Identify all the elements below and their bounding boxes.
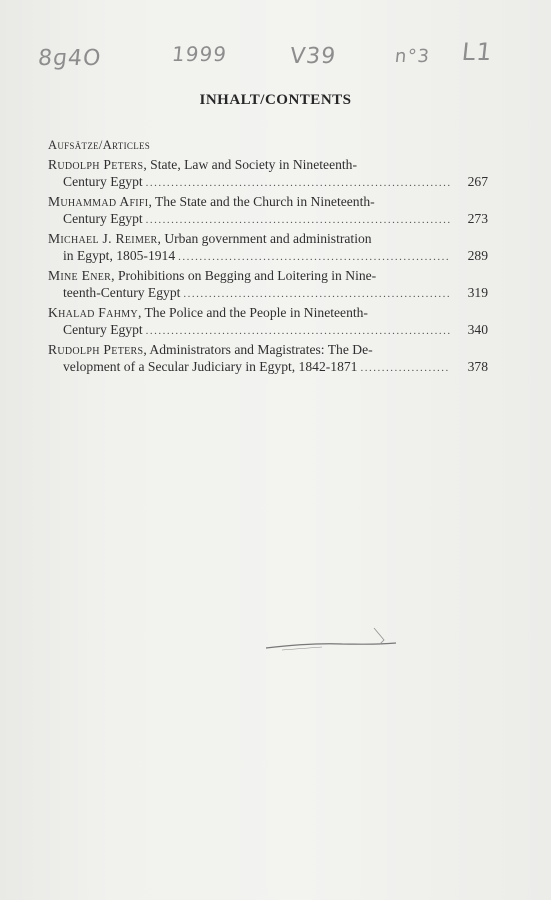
entry-second-line (48, 321, 488, 340)
entry-page-number: 267 (467, 174, 488, 189)
entry-title-part2: Century Egypt (63, 322, 143, 337)
toc-entry[interactable] (48, 304, 488, 340)
entry-title-part2: velopment of a Secular Judiciary in Egypt, 1842-1871 (63, 359, 358, 374)
entry-second-line (48, 173, 488, 192)
entry-title-part1: , The State and the Church in Nineteenth- (148, 194, 375, 209)
entry-title-part2: Century Egypt (63, 211, 143, 226)
entry-page-number: 340 (467, 322, 488, 337)
dot-leader (146, 175, 450, 192)
entry-second-line (48, 284, 488, 303)
entry-first-line (48, 193, 488, 210)
dot-leader (146, 212, 450, 229)
toc-entry[interactable] (48, 156, 488, 192)
entry-first-line (48, 304, 488, 321)
toc-entry[interactable] (48, 267, 488, 303)
entry-author: Michael J. Reimer (48, 231, 158, 246)
entry-second-line (48, 210, 488, 229)
entry-title-part1: , Prohibitions on Begging and Loitering in Nine- (111, 268, 377, 283)
handwritten-note: 1999 (170, 42, 229, 66)
entry-author: Muhammad Afifi (48, 194, 149, 209)
entry-author: Rudolph Peters (48, 157, 144, 172)
entry-second-line (48, 358, 488, 377)
entry-first-line (48, 267, 488, 284)
toc-entry[interactable] (48, 341, 488, 377)
handwritten-note: n°3 (393, 46, 431, 67)
section-heading: Aufsätze/Articles (48, 138, 151, 152)
entry-author: Khalad Fahmy (48, 305, 138, 320)
dot-leader (183, 286, 450, 303)
entry-page-number: 273 (467, 211, 488, 226)
entry-title-part1: , The Police and the People in Nineteenth- (137, 305, 368, 320)
entry-page-number: 319 (467, 285, 488, 300)
table-of-contents (48, 137, 488, 378)
dot-leader (360, 360, 450, 377)
toc-entry[interactable] (48, 193, 488, 229)
entry-title-part1: , State, Law and Society in Nineteenth- (143, 157, 358, 172)
pencil-scribble (262, 622, 402, 662)
entry-first-line (48, 230, 488, 247)
entry-author: Rudolph Peters (48, 342, 144, 357)
handwritten-note: 8ɡ4O (36, 46, 103, 71)
entry-first-line (48, 156, 488, 173)
entry-author: Mine Ener (48, 268, 112, 283)
entry-title-part1: , Urban government and administration (157, 231, 372, 246)
entry-second-line (48, 247, 488, 266)
page-title: INHALT/CONTENTS (199, 92, 352, 108)
handwritten-annotations (0, 38, 551, 78)
dot-leader (178, 249, 450, 266)
entry-title-part2: teenth-Century Egypt (63, 285, 181, 300)
toc-entry[interactable] (48, 230, 488, 266)
entry-first-line (48, 341, 488, 358)
entry-page-number: 289 (467, 248, 488, 263)
entry-title-part1: , Administrators and Magistrates: The De- (143, 342, 373, 357)
entry-title-part2: Century Egypt (63, 174, 143, 189)
dot-leader (146, 323, 450, 340)
handwritten-note: V39 (288, 44, 338, 69)
handwritten-note: L1 (460, 38, 495, 66)
entry-title-part2: in Egypt, 1805-1914 (63, 248, 176, 263)
entry-page-number: 378 (467, 359, 488, 374)
